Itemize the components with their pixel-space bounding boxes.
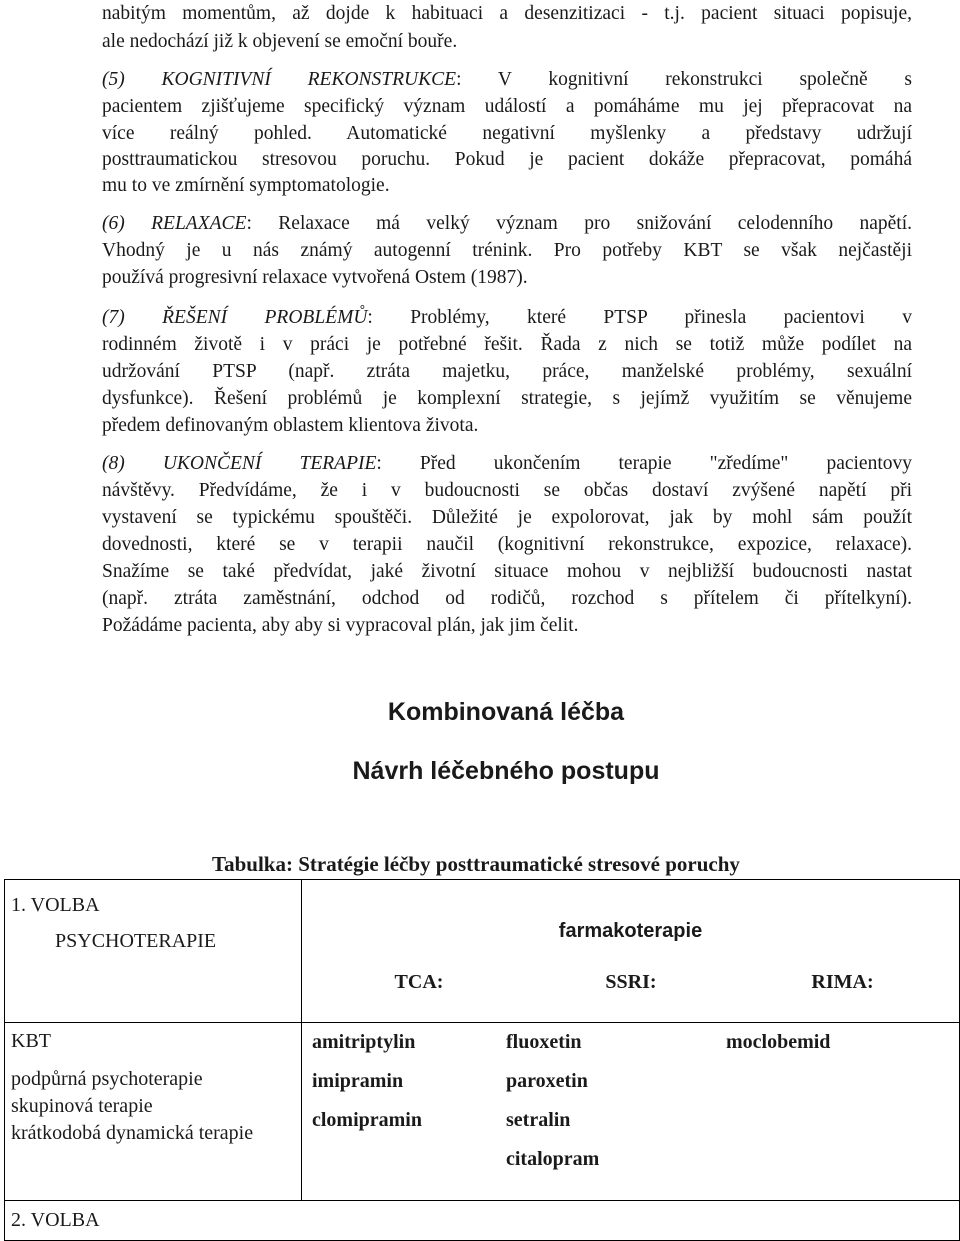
text-line: (8) UKONČENÍ TERAPIE: Před ukončením terapie "zředíme" pacientovy [102, 453, 912, 474]
list-item: skupinová terapie [11, 1095, 153, 1117]
ssri-list [500, 1023, 720, 1201]
text-line: používá progresivní relaxace vytvořená Ostem (1987). [102, 267, 528, 288]
text-line: (7) ŘEŠENÍ PROBLÉMŮ: Problémy, které PTSP přinesla pacientovi v [102, 307, 912, 328]
pharmacotherapy-label: farmakoterapie [558, 920, 703, 942]
list-item: imipramin [312, 1070, 404, 1092]
section-label: (8) UKONČENÍ TERAPIE [102, 453, 377, 474]
list-item: fluoxetin [506, 1031, 582, 1053]
tca-header: TCA: [394, 971, 444, 993]
text-line: návštěvy. Předvídáme, že i v budoucnosti se občas dostaví zvýšené napětí při [102, 480, 912, 501]
text-line: předem definovaným oblastem klientova života. [102, 415, 479, 436]
text-line: mu to ve zmírnění symptomatologie. [102, 175, 390, 196]
list-item: clomipramin [312, 1109, 422, 1131]
text-line: (6) RELAXACE: Relaxace má velký význam pro snižování celodenního napětí. [102, 213, 912, 234]
text-line: rodinném životě i v práci je potřebné řešit. Řada z nich se totiž může podílet na [102, 334, 912, 355]
choice-2-label: 2. VOLBA [11, 1209, 100, 1231]
list-item: KBT [11, 1030, 51, 1052]
text-line: Snažíme se také předvídat, jaké životní situace mohou v nejbližší budoucnosti nastat [102, 561, 912, 582]
text-line: Vhodný je u nás známý autogenní trénink. Pro potřeby KBT se však nejčastěji [102, 240, 912, 261]
list-item: amitriptylin [312, 1031, 416, 1053]
text-line: ale nedochází již k objevení se emoční bouře. [102, 31, 458, 52]
text-line: (např. ztráta zaměstnání, odchod od rodičů, rozchod s přítelem či přítelkyní). [102, 588, 912, 609]
section-subtitle: Návrh léčebného postupu [352, 757, 660, 785]
list-item: krátkodobá dynamická terapie [11, 1122, 254, 1144]
text-line: vystavení se typickému spouštěči. Důležité je expolorovat, jak by mohl sám použít [102, 507, 912, 528]
text-line: posttraumatickou stresovou poruchu. Pokud je pacient dokáže přepracovat, pomáhá [102, 149, 912, 170]
pharmacotherapy-header-cell [302, 880, 960, 1023]
text-line: udržování PTSP (např. ztráta majetku, práce, manželské problémy, sexuální [102, 361, 912, 382]
section-label: (6) RELAXACE [102, 213, 247, 234]
psychotherapy-label: PSYCHOTERAPIE [55, 930, 217, 952]
list-item: podpůrná psychoterapie [11, 1068, 203, 1090]
section-label: (7) ŘEŠENÍ PROBLÉMŮ [102, 307, 368, 328]
list-item: setralin [506, 1109, 571, 1131]
text-line: dovednosti, které se v terapii naučil (kognitivní rekonstrukce, expozice, relaxace). [102, 534, 912, 555]
rima-list [720, 1023, 960, 1201]
text-line: nabitým momentům, až dojde k habituaci a desenzitizaci - t.j. pacient situaci popisuje, [102, 3, 912, 24]
text-line: Požádáme pacienta, aby aby si vypracoval plán, jak jim čelit. [102, 615, 579, 636]
section-title: Kombinovaná léčba [387, 698, 625, 726]
text-line: (5) KOGNITIVNÍ REKONSTRUKCE: V kognitivní rekonstrukci společně s [102, 69, 912, 90]
text-line: dysfunkce). Řešení problémů je komplexní strategie, s jejímž využitím se věnujeme [102, 388, 912, 409]
list-item: paroxetin [506, 1070, 588, 1092]
list-item: moclobemid [726, 1031, 831, 1053]
psychotherapy-list [5, 1023, 302, 1201]
treatment-table [4, 879, 960, 1241]
list-item: citalopram [506, 1148, 600, 1170]
choice-1-label: 1. VOLBA [11, 894, 100, 916]
rima-header: RIMA: [811, 971, 874, 993]
text-line: pacientem zjišťujeme specifický význam událostí a pomáháme mu jej přepracovat na [102, 96, 912, 117]
table-caption: Tabulka: Stratégie léčby posttraumatické stresové poruchy [212, 852, 740, 876]
psychotherapy-header-cell [5, 880, 302, 1023]
ssri-header: SSRI: [605, 971, 657, 993]
text-line: více reálný pohled. Automatické negativní myšlenky a představy udržují [102, 123, 912, 144]
tca-list [302, 1023, 501, 1201]
section-label: (5) KOGNITIVNÍ REKONSTRUKCE [102, 69, 457, 90]
choice-2-cell [5, 1201, 960, 1241]
